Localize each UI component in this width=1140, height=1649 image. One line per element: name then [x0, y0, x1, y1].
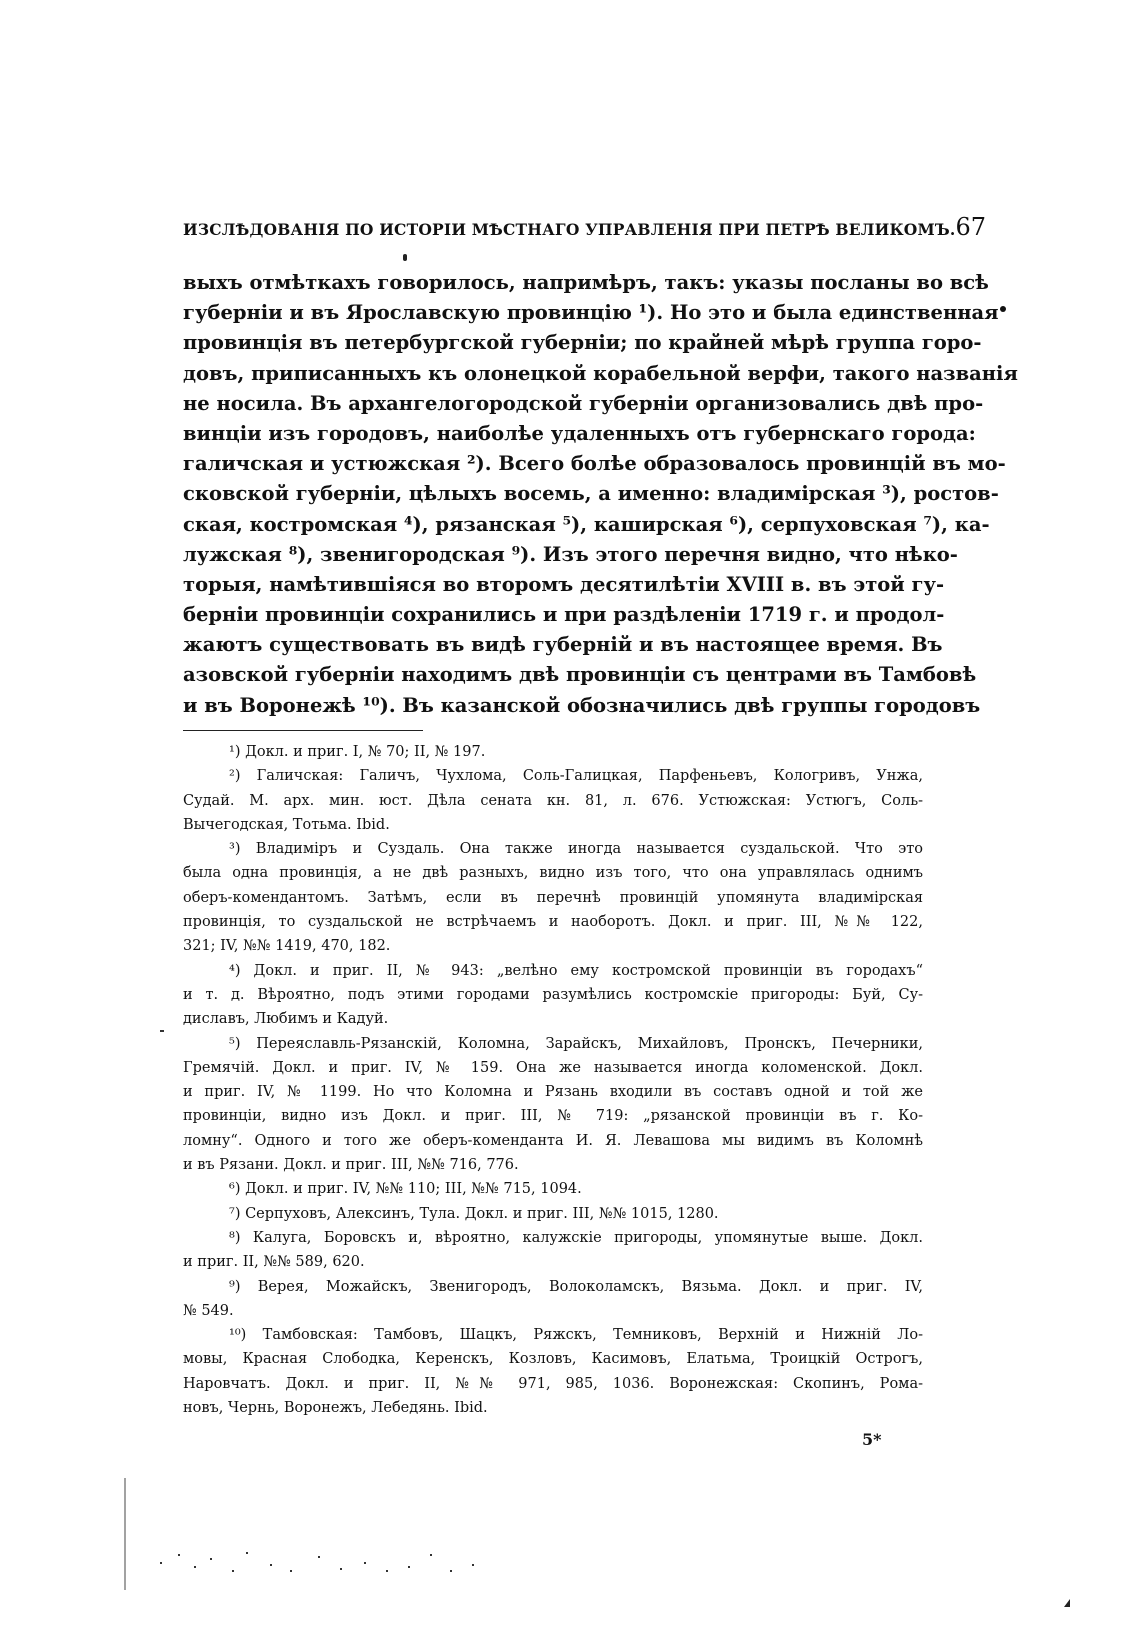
main-text-line: и въ Воронежѣ ¹⁰). Въ казанской обозначились двѣ группы городовъ	[183, 693, 981, 717]
footnote-line: и приг. IV, № 1199. Но что Коломна и Рязань входили въ составъ одной и той же	[183, 1084, 923, 1101]
footnote-line: Судай. М. арх. мин. юст. Дѣла сената кн. 81, л. 676. Устюжская: Устюгъ, Соль-	[183, 792, 923, 809]
footnote-line: мовы, Красная Слободка, Керенскъ, Козловъ, Касимовъ, Елатьма, Троицкій Острогъ,	[183, 1351, 923, 1368]
footnote-line: провинціи, видно изъ Докл. и приг. III, № 719: „рязанской провинціи въ г. Ко-	[183, 1108, 923, 1125]
margin-dot	[1000, 306, 1006, 312]
scan-speck	[472, 1564, 474, 1566]
footnote-line: ⁵) Переяславль-Рязанскій, Коломна, Зарайскъ, Михайловъ, Пронскъ, Печерники,	[229, 1035, 923, 1052]
scan-speck	[178, 1554, 180, 1556]
footnote-line: Гремячій. Докл. и приг. IV, № 159. Она же называется иногда коломенской. Докл.	[183, 1059, 923, 1076]
main-text-line: сковской губерніи, цѣлыхъ восемь, а именно: владимірская ³), ростов-	[183, 482, 999, 506]
scan-speck	[430, 1554, 432, 1556]
footnote-line: ³) Владиміръ и Суздаль. Она также иногда называется суздальской. Что это	[229, 841, 923, 858]
footnote-line: ¹) Докл. и приг. I, № 70; II, № 197.	[229, 744, 486, 760]
footnotes	[183, 740, 923, 1420]
scan-speck	[246, 1552, 248, 1554]
main-text-line: не носила. Въ архангелогородской губерніи организовались двѣ про-	[183, 391, 984, 415]
scan-speck	[340, 1568, 342, 1570]
footnote-line: ⁴) Докл. и приг. II, № 943: „велѣно ему костромской провинціи въ городахъ“	[229, 962, 923, 979]
footnote-line: № 549.	[183, 1302, 234, 1319]
footnote-line: новъ, Чернь, Воронежъ, Лебедянь. Ibid.	[183, 1400, 488, 1417]
footnote-line: ⁶) Докл. и приг. IV, №№ 110; III, №№ 715, 1094.	[229, 1181, 582, 1198]
footnote-line: Вычегодская, Тотьма. Ibid.	[183, 816, 390, 833]
running-title: ИЗСЛѢДОВАНІЯ ПО ИСТОРІИ МѢСТНАГО УПРАВЛЕНІЯ ПРИ ПЕТРѢ ВЕЛИКОМЪ.	[183, 220, 956, 239]
scan-speck	[408, 1566, 410, 1568]
main-text-line: торыя, намѣтившіяся во второмъ десятилѣтіи XVIII в. въ этой гу-	[183, 572, 945, 596]
main-text-line: винціи изъ городовъ, наиболѣе удаленныхъ отъ губернскаго города:	[183, 421, 976, 445]
main-text-line: ская, костромская ⁴), рязанская ⁵), каширская ⁶), серпуховская ⁷), ка-	[183, 512, 990, 536]
footnote-rule	[183, 730, 423, 731]
main-text-line: берніи провинціи сохранились и при раздѣленіи 1719 г. и продол-	[183, 603, 945, 627]
footnote-line: была одна провинція, а не двѣ разныхъ, видно изъ того, что она управлялась однимъ	[183, 865, 923, 882]
page-number: 67	[955, 213, 987, 241]
signature-mark: 5*	[862, 1430, 882, 1449]
running-head	[183, 213, 987, 241]
footnote-line: Наровчатъ. Докл. и приг. II, №№ 971, 985, 1036. Воронежская: Скопинъ, Рома-	[183, 1375, 923, 1392]
footnote-line: ломну“. Одного и того же оберъ-коменданта И. Я. Левашова мы видимъ въ Коломнѣ	[183, 1132, 923, 1149]
footnote-line: и приг. II, №№ 589, 620.	[183, 1254, 365, 1271]
footnote-line: и въ Рязани. Докл. и приг. III, №№ 716, 776.	[183, 1157, 519, 1174]
scan-artifact	[160, 1030, 164, 1032]
main-text-line: губерніи и въ Ярославскую провинцію ¹). Но это и была единственная	[183, 301, 999, 325]
footnote-line: провинція, то суздальской не встрѣчаемъ и наоборотъ. Докл. и приг. III, №№ 122,	[183, 914, 923, 931]
footnote-line: ¹⁰) Тамбовская: Тамбовъ, Шацкъ, Ряжскъ, Темниковъ, Верхній и Нижній Ло-	[229, 1327, 923, 1344]
main-text-line: выхъ отмѣткахъ говорилось, напримѣръ, такъ: указы посланы во всѣ	[183, 271, 989, 294]
main-text-line: азовской губерніи находимъ двѣ провинціи съ центрами въ Тамбовѣ	[183, 663, 977, 687]
scan-speck	[364, 1562, 366, 1564]
main-text-line: лужская ⁸), звенигородская ⁹). Изъ этого перечня видно, что нѣко-	[183, 542, 958, 566]
scan-speck	[450, 1570, 452, 1572]
scan-speck	[270, 1564, 272, 1566]
main-text-line: довъ, приписанныхъ къ олонецкой корабельной верфи, такого названія	[183, 361, 1018, 385]
main-text-line: галичская и устюжская ²). Всего болѣе образовалось провинцій въ мо-	[183, 452, 1006, 476]
scan-specks	[150, 1540, 510, 1580]
footnote-line: ²) Галичская: Галичъ, Чухлома, Соль-Галицкая, Парфеньевъ, Кологривъ, Унжа,	[229, 768, 923, 785]
footnote-line: ⁸) Калуга, Боровскъ и, вѣроятно, калужскіе пригороды, упомянутые выше. Докл.	[229, 1229, 923, 1246]
footnote-line: диславъ, Любимъ и Кадуй.	[183, 1011, 389, 1028]
footnote-line: ⁹) Верея, Можайскъ, Звенигородъ, Волоколамскъ, Вязьма. Докл. и приг. IV,	[229, 1278, 923, 1295]
print-mark	[403, 254, 407, 261]
scan-speck	[386, 1570, 388, 1572]
scan-speck	[210, 1558, 212, 1560]
main-text	[183, 268, 1018, 721]
main-text-line: жаютъ существовать въ видѣ губерній и въ настоящее время. Въ	[183, 633, 943, 657]
scan-speck	[290, 1570, 292, 1572]
scan-speck	[232, 1570, 234, 1572]
scan-speck	[318, 1556, 320, 1558]
footnote-line: 321; IV, №№ 1419, 470, 182.	[183, 938, 391, 955]
scan-edge	[124, 1478, 126, 1590]
footnote-line: ⁷) Серпуховъ, Алексинъ, Тула. Докл. и приг. III, №№ 1015, 1280.	[229, 1205, 719, 1222]
main-text-line: провинція въ петербургской губерніи; по крайней мѣрѣ группа горо-	[183, 331, 982, 355]
footnote-line: оберъ-комендантомъ. Затѣмъ, если въ перечнѣ провинцій упомянута владимірская	[183, 889, 923, 906]
scan-corner-mark	[1064, 1599, 1070, 1607]
scan-speck	[160, 1562, 162, 1564]
scan-speck	[194, 1566, 196, 1568]
footnote-line: и т. д. Вѣроятно, подъ этими городами разумѣлись костромскіе пригороды: Буй, Су-	[183, 986, 923, 1003]
